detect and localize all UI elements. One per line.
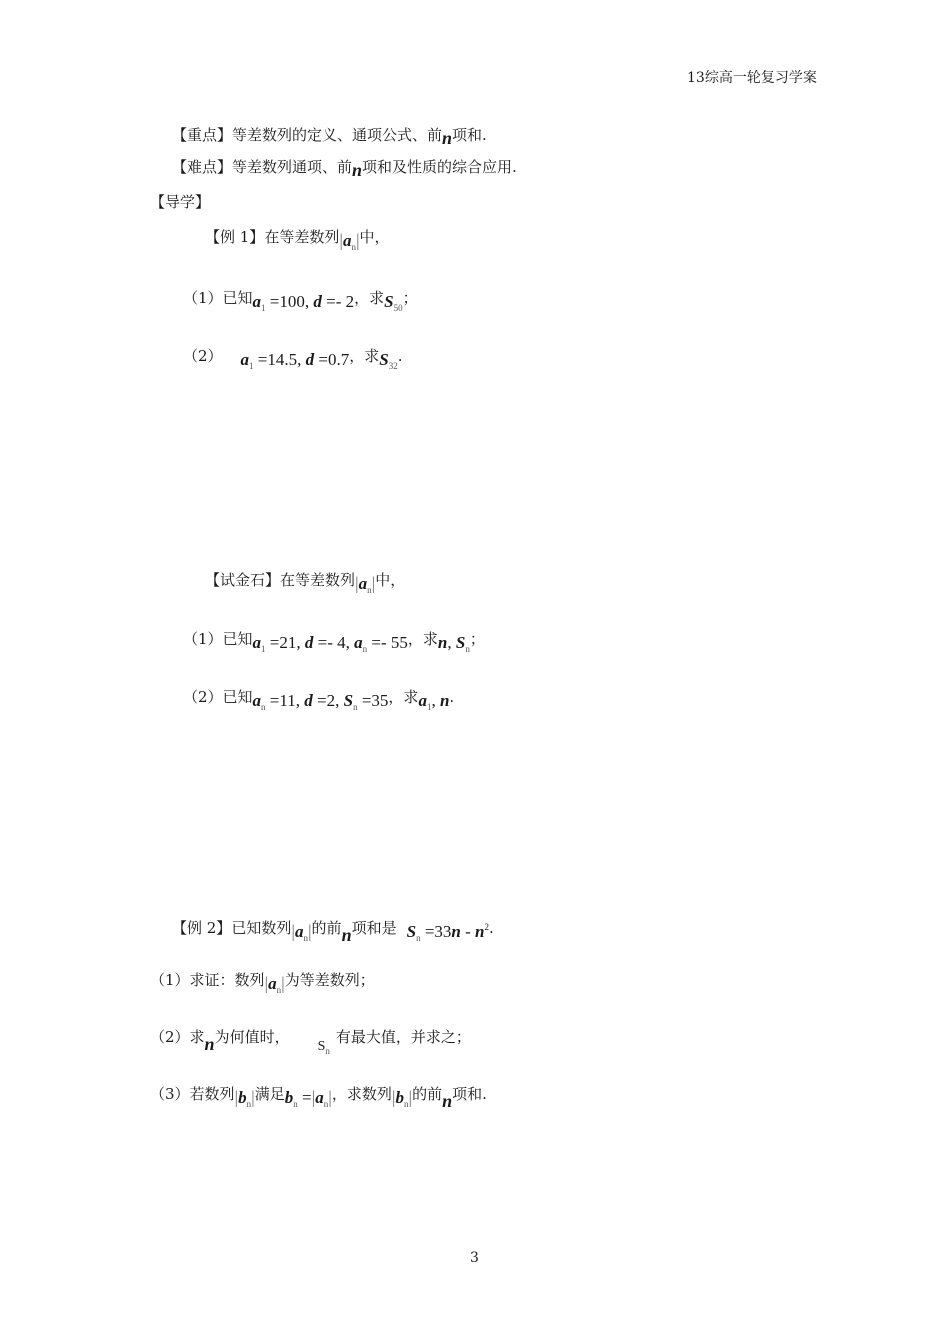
touchstone-q2-t1: a bbox=[418, 691, 427, 710]
touchstone-after: 中， bbox=[375, 571, 406, 589]
example2-formula-b: - bbox=[460, 922, 476, 941]
example2-q3-b: b bbox=[238, 1088, 247, 1107]
example2-mid2: 项和是 bbox=[351, 919, 397, 937]
example1-intro bbox=[205, 230, 390, 257]
example2-q3-b-sub: n bbox=[246, 1099, 252, 1109]
brace-left-icon: | bbox=[391, 1087, 396, 1107]
example2-q3-b2: b bbox=[395, 1088, 404, 1107]
example1-seq: a bbox=[342, 231, 352, 250]
example1-q1-eq: =100, bbox=[265, 292, 314, 311]
example2-q1 bbox=[150, 973, 375, 1000]
brace-left-icon: | bbox=[291, 921, 295, 941]
example1-q2-eq: =14.5, bbox=[253, 350, 306, 369]
example2-q3-bn: b bbox=[284, 1088, 294, 1107]
touchstone-seq: a bbox=[358, 574, 368, 593]
touchstone-q1-sep: , bbox=[447, 633, 456, 652]
example1-q2-ask: ，求 bbox=[349, 347, 380, 365]
example1-q2-deq: =0.7 bbox=[314, 350, 350, 369]
example2-q3 bbox=[150, 1087, 487, 1114]
touchstone-q1-end: ； bbox=[469, 630, 485, 648]
touchstone-q1-t2-sub: n bbox=[465, 644, 470, 654]
example2-end: . bbox=[489, 919, 494, 937]
focus-line bbox=[172, 124, 487, 148]
touchstone-q2-ask: ，求 bbox=[388, 688, 419, 706]
page-header-title: 13综高一轮复习学案 bbox=[687, 70, 817, 86]
brace-right-icon: | bbox=[307, 921, 312, 941]
touchstone-seq-sub: n bbox=[367, 585, 372, 595]
example1-q1-label: （1）已知 bbox=[183, 289, 253, 307]
example1-q2-target-sub: 32 bbox=[388, 361, 398, 371]
example1-seq-sub: n bbox=[351, 242, 356, 252]
example2-q1-tail: 为等差数列； bbox=[284, 971, 375, 989]
difficulty-text: 等差数列通项、前 bbox=[232, 158, 353, 176]
example2-q2-n: n bbox=[204, 1034, 215, 1054]
example2-s: S bbox=[406, 922, 417, 941]
brace-right-icon: | bbox=[408, 1087, 413, 1107]
example1-q1-ask: ，求 bbox=[354, 289, 385, 307]
example2-tag: 【例 2】 bbox=[172, 919, 232, 937]
example1-q1-d: d bbox=[313, 292, 322, 311]
touchstone-q2 bbox=[183, 688, 455, 717]
example2-q2-mid: 为何值时， bbox=[214, 1028, 290, 1046]
example2-seq-sub: n bbox=[303, 933, 308, 943]
brace-left-icon: | bbox=[264, 973, 269, 993]
touchstone-q1-d: d bbox=[304, 633, 314, 652]
example1-q1-a-sub: 1 bbox=[261, 303, 266, 313]
example2-q3-eq: = bbox=[297, 1088, 312, 1107]
example2-q3-mid3: 的前 bbox=[412, 1085, 443, 1103]
focus-n: n bbox=[442, 128, 453, 148]
difficulty-n: n bbox=[352, 160, 363, 180]
example1-q1-target-sub: 50 bbox=[393, 303, 403, 313]
touchstone-q1-eq1: =21, bbox=[265, 633, 305, 652]
abs-right-icon: | bbox=[328, 1087, 332, 1107]
example1-after: 中， bbox=[359, 228, 390, 246]
brace-left-icon: | bbox=[339, 230, 343, 250]
guide-heading: 【导学】 bbox=[150, 193, 211, 211]
example2-intro-text: 已知数列 bbox=[231, 919, 292, 937]
example1-q2-end: . bbox=[397, 347, 403, 365]
example2-q3-an-sub: n bbox=[323, 1099, 329, 1109]
touchstone-q2-sep: , bbox=[431, 691, 440, 710]
example2-q3-an: a bbox=[315, 1088, 324, 1107]
example1-q1-a: a bbox=[252, 292, 262, 311]
touchstone-q2-deq: =2, bbox=[312, 691, 344, 710]
touchstone-tag: 【试金石】 bbox=[205, 571, 281, 589]
example2-q3-mid: 满足 bbox=[254, 1085, 285, 1103]
example2-q2-s: S bbox=[317, 1039, 326, 1054]
touchstone-q1-a: a bbox=[252, 633, 262, 652]
touchstone-intro bbox=[205, 573, 405, 600]
focus-tail: 项和. bbox=[452, 126, 487, 144]
difficulty-tail: 项和及性质的综合应用. bbox=[362, 158, 517, 176]
touchstone-q1-label: （1）已知 bbox=[183, 630, 253, 648]
touchstone-q2-label: （2）已知 bbox=[183, 688, 253, 706]
touchstone-q1-t1: n bbox=[437, 633, 448, 652]
example1-q2-a: a bbox=[240, 350, 250, 369]
example2-q1-label: （1）求证：数列 bbox=[150, 971, 265, 989]
example2-q2-tail: 有最大值，并求之； bbox=[335, 1028, 471, 1046]
example1-q2-target: S bbox=[379, 350, 389, 369]
touchstone-q2-end: . bbox=[449, 688, 455, 706]
touchstone-q1-an-sub: n bbox=[362, 644, 368, 654]
example2-q1-seq-sub: n bbox=[276, 985, 282, 995]
difficulty-line bbox=[172, 156, 517, 180]
example1-q2 bbox=[183, 347, 403, 376]
example1-q1-end: ； bbox=[402, 289, 418, 307]
abs-left-icon: | bbox=[311, 1087, 316, 1107]
example2-formula-n: n bbox=[451, 922, 461, 941]
touchstone-q1-ask: ，求 bbox=[407, 630, 438, 648]
focus-text: 等差数列的定义、通项公式、前 bbox=[232, 126, 443, 144]
touchstone-q1-t2: S bbox=[455, 633, 466, 652]
touchstone-q1-an: a bbox=[354, 633, 363, 652]
example2-intro bbox=[172, 917, 494, 948]
example1-q1-target: S bbox=[384, 292, 394, 311]
example2-q1-seq: a bbox=[268, 974, 277, 993]
example2-q3-mid2: ，求数列 bbox=[331, 1085, 392, 1103]
brace-right-icon: | bbox=[355, 230, 360, 250]
example1-intro-text: 在等差数列 bbox=[264, 228, 340, 246]
brace-left-icon: | bbox=[355, 573, 359, 593]
difficulty-tag: 【难点】 bbox=[172, 158, 233, 176]
example2-formula-sup: 2 bbox=[484, 922, 490, 932]
example2-q2 bbox=[150, 1030, 471, 1061]
touchstone-q2-an: a bbox=[252, 691, 262, 710]
touchstone-q2-s-sub: n bbox=[353, 702, 358, 712]
page-number: 3 bbox=[470, 1250, 479, 1266]
example2-s-sub: n bbox=[416, 933, 421, 943]
focus-tag: 【重点】 bbox=[172, 126, 233, 144]
brace-right-icon: | bbox=[281, 973, 285, 993]
example1-q1-deq: =- 2 bbox=[321, 292, 355, 311]
touchstone-q2-seq: =35 bbox=[357, 691, 389, 710]
example2-q2-label: （2）求 bbox=[150, 1028, 205, 1046]
touchstone-q2-an-sub: n bbox=[261, 702, 266, 712]
example2-mid: 的前 bbox=[311, 919, 342, 937]
brace-right-icon: | bbox=[371, 573, 376, 593]
example2-seq: a bbox=[294, 922, 304, 941]
brace-right-icon: | bbox=[251, 1087, 255, 1107]
touchstone-q2-t1-sub: 1 bbox=[426, 702, 432, 712]
touchstone-q2-aneq: =11, bbox=[265, 691, 305, 710]
example2-q3-bn-sub: n bbox=[293, 1099, 298, 1109]
touchstone-q1-deq: =- 4, bbox=[313, 633, 355, 652]
example1-tag: 【例 1】 bbox=[205, 228, 265, 246]
touchstone-q2-t2: n bbox=[439, 691, 450, 710]
example2-n: n bbox=[341, 925, 352, 945]
example2-formula-n2: n bbox=[475, 922, 485, 941]
touchstone-q2-s: S bbox=[343, 691, 354, 710]
example2-q3-label: （3）若数列 bbox=[150, 1085, 235, 1103]
example1-q2-a-sub: 1 bbox=[249, 361, 254, 371]
example2-q2-s-sub: n bbox=[325, 1046, 330, 1056]
example1-q1 bbox=[183, 289, 418, 318]
touchstone-q1 bbox=[183, 630, 485, 659]
touchstone-intro-text: 在等差数列 bbox=[280, 571, 356, 589]
example1-q2-d: d bbox=[305, 350, 315, 369]
touchstone-q1-a-sub: 1 bbox=[261, 644, 266, 654]
example2-q3-n: n bbox=[442, 1091, 453, 1111]
example1-q2-label: （2） bbox=[183, 347, 223, 365]
touchstone-q2-d: d bbox=[304, 691, 313, 710]
example2-q3-tail: 项和. bbox=[452, 1085, 487, 1103]
touchstone-q1-aneq: =- 55 bbox=[367, 633, 408, 652]
example2-q3-b2-sub: n bbox=[403, 1099, 409, 1109]
example2-formula-a: =33 bbox=[420, 922, 452, 941]
brace-left-icon: | bbox=[234, 1087, 239, 1107]
